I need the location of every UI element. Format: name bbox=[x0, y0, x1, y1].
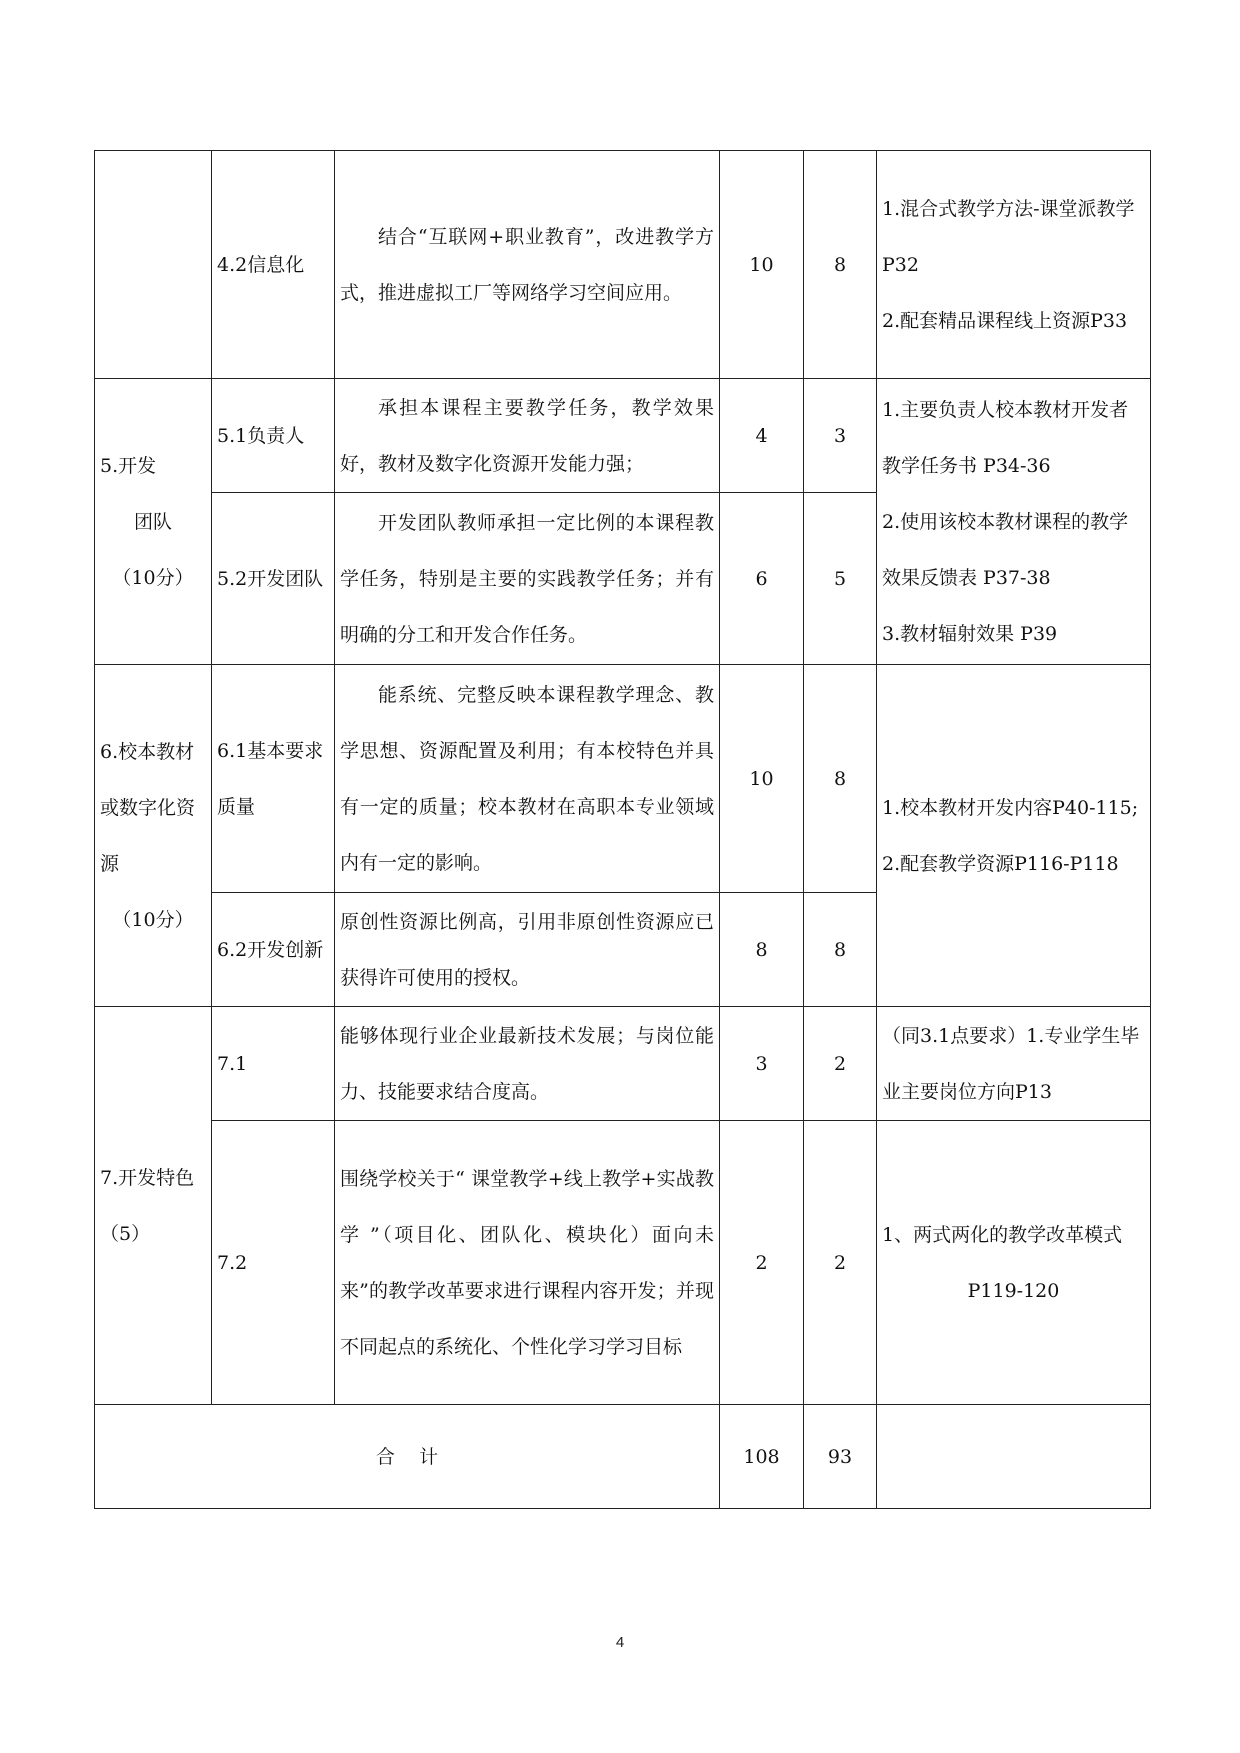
full-score-cell: 4 bbox=[720, 379, 804, 493]
evidence-line: 1.主要负责人校本教材开发者教学任务书 P34-36 bbox=[882, 398, 1129, 477]
evidence-line: 2.配套教学资源P116-P118 bbox=[882, 852, 1119, 875]
evidence-line: 1、两式两化的教学改革模式 bbox=[882, 1223, 1123, 1246]
description-cell: 承担本课程主要教学任务，教学效果好，教材及数字化资源开发能力强； bbox=[335, 379, 720, 493]
total-label: 合 计 bbox=[95, 1405, 720, 1509]
total-evidence bbox=[877, 1405, 1151, 1509]
score-cell: 2 bbox=[804, 1121, 877, 1405]
full-score-cell: 8 bbox=[720, 893, 804, 1007]
description-cell: 结合“互联网+职业教育”，改进教学方式，推进虚拟工厂等网络学习空间应用。 bbox=[335, 151, 720, 379]
category-cell-empty bbox=[95, 151, 212, 379]
evidence-line: 2.配套精品课程线上资源P33 bbox=[882, 309, 1128, 332]
subitem-cell: 6.2开发创新 bbox=[212, 893, 335, 1007]
evidence-cell bbox=[877, 665, 1151, 1007]
evidence-line: 3.教材辐射效果 P39 bbox=[882, 622, 1058, 645]
description-cell: 原创性资源比例高，引用非原创性资源应已获得许可使用的授权。 bbox=[335, 893, 720, 1007]
full-score-cell: 10 bbox=[720, 151, 804, 379]
page-number: 4 bbox=[615, 1634, 625, 1651]
category-line: （5） bbox=[100, 1222, 151, 1245]
total-score: 93 bbox=[804, 1405, 877, 1509]
category-line: （10分） bbox=[112, 566, 194, 589]
total-row bbox=[95, 1405, 1151, 1509]
category-cell bbox=[95, 379, 212, 665]
score-cell: 2 bbox=[804, 1007, 877, 1121]
score-cell: 3 bbox=[804, 379, 877, 493]
subitem-cell: 7.1 bbox=[212, 1007, 335, 1121]
score-cell: 8 bbox=[804, 151, 877, 379]
evidence-line: 1.校本教材开发内容P40-115; bbox=[882, 796, 1139, 819]
description-cell: 能够体现行业企业最新技术发展；与岗位能力、技能要求结合度高。 bbox=[335, 1007, 720, 1121]
evidence-line: 2.使用该校本教材课程的教学效果反馈表 P37-38 bbox=[882, 510, 1129, 589]
subitem-cell: 7.2 bbox=[212, 1121, 335, 1405]
evidence-cell bbox=[877, 1121, 1151, 1405]
category-line: 团队 bbox=[133, 510, 172, 533]
table-row bbox=[95, 665, 1151, 893]
subitem-cell: 4.2信息化 bbox=[212, 151, 335, 379]
score-cell: 8 bbox=[804, 893, 877, 1007]
subitem-cell: 5.2开发团队 bbox=[212, 493, 335, 665]
full-score-cell: 2 bbox=[720, 1121, 804, 1405]
category-line: 7.开发特色 bbox=[100, 1166, 195, 1189]
category-cell bbox=[95, 665, 212, 1007]
full-score-cell: 10 bbox=[720, 665, 804, 893]
table-row bbox=[95, 151, 1151, 379]
description-cell: 开发团队教师承担一定比例的本课程教学任务，特别是主要的实践教学任务；并有明确的分工和开发合作任务。 bbox=[335, 493, 720, 665]
total-full-score: 108 bbox=[720, 1405, 804, 1509]
table-row bbox=[95, 1121, 1151, 1405]
category-line: （10分） bbox=[112, 908, 194, 931]
table-row bbox=[95, 1007, 1151, 1121]
description-cell: 能系统、完整反映本课程教学理念、教学思想、资源配置及利用；有本校特色并具有一定的质量；校本教材在高职本专业领域内有一定的影响。 bbox=[335, 665, 720, 893]
table-row bbox=[95, 379, 1151, 493]
evidence-line: P119-120 bbox=[967, 1279, 1060, 1302]
evidence-cell bbox=[877, 379, 1151, 665]
score-cell: 5 bbox=[804, 493, 877, 665]
score-cell: 8 bbox=[804, 665, 877, 893]
category-line: 5.开发 bbox=[100, 454, 157, 477]
evaluation-table bbox=[94, 150, 1151, 1509]
subitem-cell: 6.1基本要求质量 bbox=[212, 665, 335, 893]
full-score-cell: 6 bbox=[720, 493, 804, 665]
evidence-cell: （同3.1点要求）1.专业学生毕业主要岗位方向P13 bbox=[877, 1007, 1151, 1121]
full-score-cell: 3 bbox=[720, 1007, 804, 1121]
evidence-line: 1.混合式教学方法-课堂派教学 P32 bbox=[882, 197, 1135, 276]
description-cell: 围绕学校关于“ 课堂教学+线上教学+实战教学 ”（项目化、团队化、模块化）面向未来”的教学改革要求进行课程内容开发；并现不同起点的系统化、个性化学习学习目标 bbox=[335, 1121, 720, 1405]
category-line: 6.校本教材或数字化资源 bbox=[100, 740, 196, 875]
subitem-cell: 5.1负责人 bbox=[212, 379, 335, 493]
category-cell bbox=[95, 1007, 212, 1405]
evidence-cell bbox=[877, 151, 1151, 379]
